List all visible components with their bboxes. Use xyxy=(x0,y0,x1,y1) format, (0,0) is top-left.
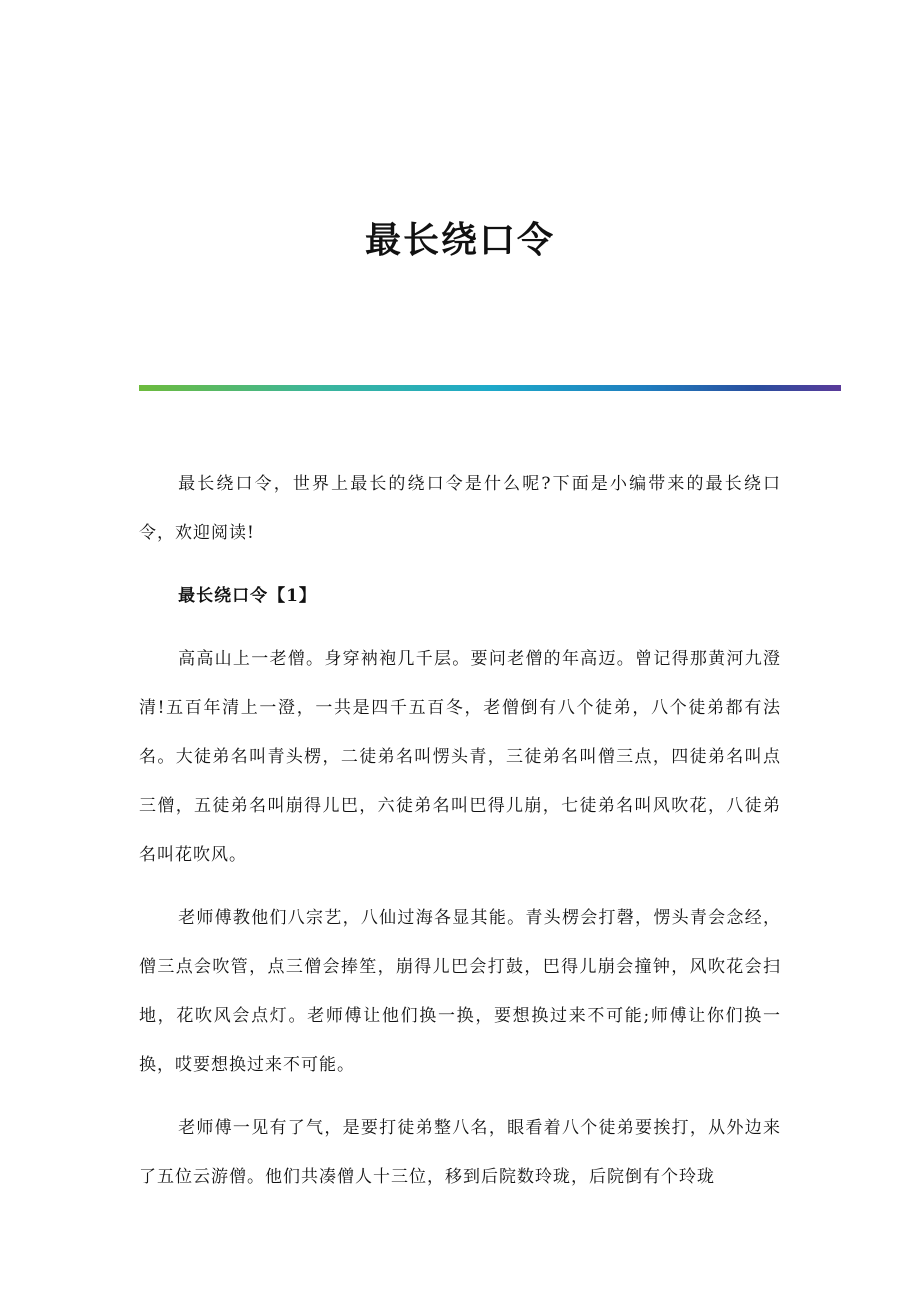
body-paragraph-2: 老师傅教他们八宗艺，八仙过海各显其能。青头楞会打磬，愣头青会念经，僧三点会吹管，点三僧会捧笙，崩得儿巴会打鼓，巴得儿崩会撞钟，风吹花会扫地，花吹风会点灯。老师傅让他们换一换，要想换过来不可能;师傅让你们换一换，哎要想换过来不可能。 xyxy=(139,908,781,1075)
section-heading: 最长绕口令【1】 xyxy=(178,586,317,606)
title-divider xyxy=(139,385,841,391)
intro-paragraph: 最长绕口令，世界上最长的绕口令是什么呢?下面是小编带来的最长绕口令，欢迎阅读! xyxy=(139,474,781,543)
body-paragraph-1: 高高山上一老僧。身穿衲袍几千层。要问老僧的年高迈。曾记得那黄河九澄清!五百年清上一澄，一共是四千五百冬，老僧倒有八个徒弟，八个徒弟都有法名。大徒弟名叫青头楞，二徒弟名叫愣头青，三徒弟名叫僧三点，四徒弟名叫点三僧，五徒弟名叫崩得儿巴，六徒弟名叫巴得儿崩，七徒弟名叫风吹花，八徒弟名叫花吹风。 xyxy=(139,649,781,865)
body-paragraph-3: 老师傅一见有了气，是要打徒弟整八名，眼看着八个徒弟要挨打，从外边来了五位云游僧。他们共凑僧人十三位，移到后院数玲珑，后院倒有个玲珑 xyxy=(139,1118,781,1187)
document-title: 最长绕口令 xyxy=(364,219,555,261)
document-body xyxy=(139,460,781,1216)
